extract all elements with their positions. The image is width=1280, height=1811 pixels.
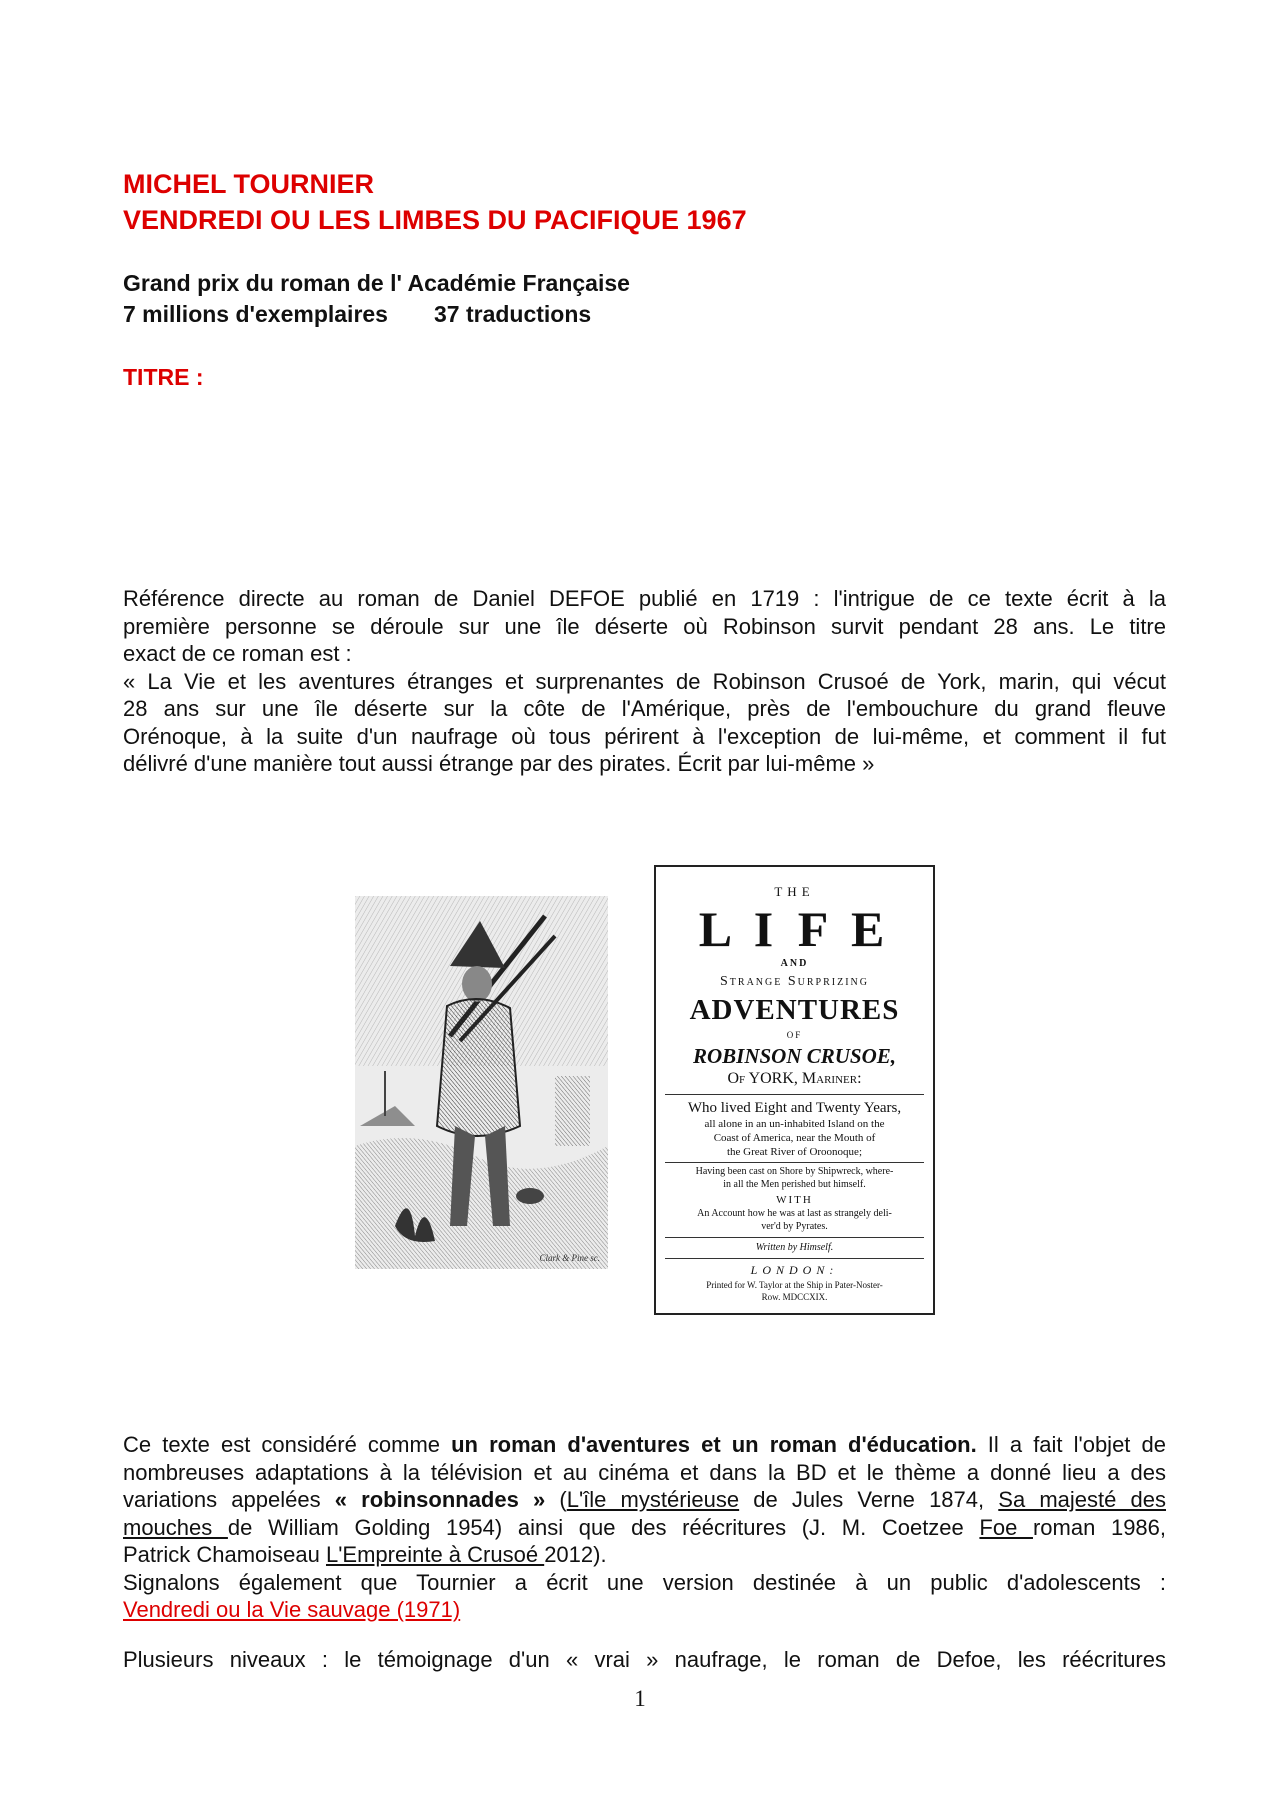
tp-the: THE (774, 884, 815, 899)
tp-london: LONDON: (750, 1263, 839, 1277)
tp-life: L I F E (698, 901, 891, 957)
text-line (123, 1596, 1166, 1624)
ile-mysterieuse-title: L'île mystérieuse (566, 1487, 740, 1512)
tp-of: OF (786, 1030, 803, 1040)
tp-having-line: in all the Men perished but himself. (723, 1179, 866, 1190)
text-line (123, 1514, 1166, 1542)
text-line: Référence directe au roman de Daniel DEFOE publié en 1719 : l'intrigue de ce texte écrit à la (123, 586, 1166, 611)
text-line: Orénoque, à la suite d'un naufrage où tous périrent à l'exception de lui-même, et comment il fut (123, 723, 1166, 749)
sa-majeste-title: Sa majesté des (998, 1487, 1166, 1512)
tp-strange: Strange Surprizing (720, 974, 869, 989)
text-line: nombreuses adaptations à la télévision et au cinéma et dans la BD et le thème a donné lieu a des (123, 1459, 1166, 1485)
empreinte-title: L'Empreinte à Crusoé (325, 1542, 545, 1567)
tp-robinson-crusoe: ROBINSON CRUSOE, (692, 1044, 897, 1068)
tp-rule (665, 1237, 924, 1238)
tp-rule (665, 1094, 924, 1095)
text-run: Ce texte est considéré comme (123, 1432, 452, 1457)
robinsonnades-term: « robinsonnades » (334, 1487, 546, 1512)
tp-rule (665, 1258, 924, 1259)
text-line: exact de ce roman est : (123, 641, 352, 666)
engraver-signature: Clark & Pine sc. (539, 1253, 600, 1263)
text-run: Il a fait l'objet de (976, 1432, 1166, 1457)
translations-count: 37 traductions (433, 301, 592, 327)
engraving-drawing (355, 896, 608, 1269)
text-line (123, 1541, 1166, 1569)
tp-printed-line: Printed for W. Taylor at the Ship in Pater-Noster- (706, 1280, 883, 1290)
tp-adventures: ADVENTURES (689, 994, 900, 1026)
text-line: délivré d'une manière tout aussi étrange par des pirates. Écrit par lui-même » (123, 751, 875, 776)
text-line: « La Vie et les aventures étranges et surprenantes de Robinson Crusoé de York, marin, qui vécut (123, 668, 1166, 694)
sa-majeste-title-cont: mouches (123, 1514, 228, 1540)
page-number: 1 (634, 1686, 646, 1711)
tp-who-line: the Great River of Oroonoque; (726, 1146, 862, 1158)
text-line: première personne se déroule sur une île déserte où Robinson survit pendant 28 ans. Le titre (123, 613, 1166, 639)
crusoe-engraving-image (355, 896, 608, 1269)
original-title-page (651, 862, 938, 1318)
genre-emphasis: un roman d'aventures et un roman d'éducation. (451, 1432, 977, 1457)
tp-printed-line: Row. MDCCXIX. (761, 1292, 828, 1302)
tp-rule (665, 1162, 924, 1163)
text-line: Signalons également que Tournier a écrit une version destinée à un public d'adolescents : (123, 1569, 1166, 1595)
copies-count: 7 millions d'exemplaires (123, 301, 388, 327)
tp-having-line: Having been cast on Shore by Shipwreck, where- (695, 1166, 894, 1177)
reference-paragraph (123, 585, 1166, 778)
text-line: 28 ans sur une île déserte sur la côte de l'Amérique, près de l'embouchure du grand fleuve (123, 696, 1166, 721)
tp-who-line: Who lived Eight and Twenty Years, (687, 1100, 902, 1116)
text-line (123, 1486, 1166, 1514)
prize-line: Grand prix du roman de l' Académie Française (123, 270, 630, 296)
tp-with: WITH (776, 1194, 813, 1206)
text-run: 2012). (544, 1542, 607, 1567)
text-run: roman 1986, (1032, 1514, 1167, 1540)
education-paragraph (123, 1431, 1166, 1624)
tp-who-line: all alone in an un-inhabited Island on the (704, 1118, 885, 1130)
text-line: Plusieurs niveaux : le témoignage d'un « vrai » naufrage, le roman de Defoe, les réécritures (123, 1647, 1166, 1672)
foe-title: Foe (979, 1514, 1033, 1540)
text-run: variations appelées (123, 1487, 335, 1512)
tp-york: Of YORK, Mariner: (727, 1070, 862, 1087)
text-run: de Jules Verne 1874, (739, 1487, 999, 1512)
levels-paragraph (123, 1646, 1166, 1674)
text-run: ( (545, 1487, 567, 1512)
tp-and: AND (780, 958, 809, 969)
tp-account-line: An Account how he was at last as strangely deli- (697, 1208, 892, 1219)
author-heading: MICHEL TOURNIER (123, 169, 375, 199)
titre-label: TITRE : (123, 364, 204, 390)
book-title-heading: VENDREDI OU LES LIMBES DU PACIFIQUE 1967 (123, 205, 747, 235)
copies-line (123, 299, 591, 330)
tp-who-line: Coast of America, near the Mouth of (713, 1132, 876, 1144)
text-run: Patrick Chamoiseau (123, 1542, 326, 1567)
text-run: de William Golding 1954) ainsi que des réécritures (J. M. Coetzee (227, 1514, 980, 1540)
vendredi-vie-sauvage-link[interactable]: Vendredi ou la Vie sauvage (1971) (123, 1597, 461, 1622)
tp-written: Written by Himself. (755, 1242, 834, 1253)
text-line (123, 1431, 1166, 1459)
tp-account-line: ver'd by Pyrates. (761, 1221, 828, 1232)
